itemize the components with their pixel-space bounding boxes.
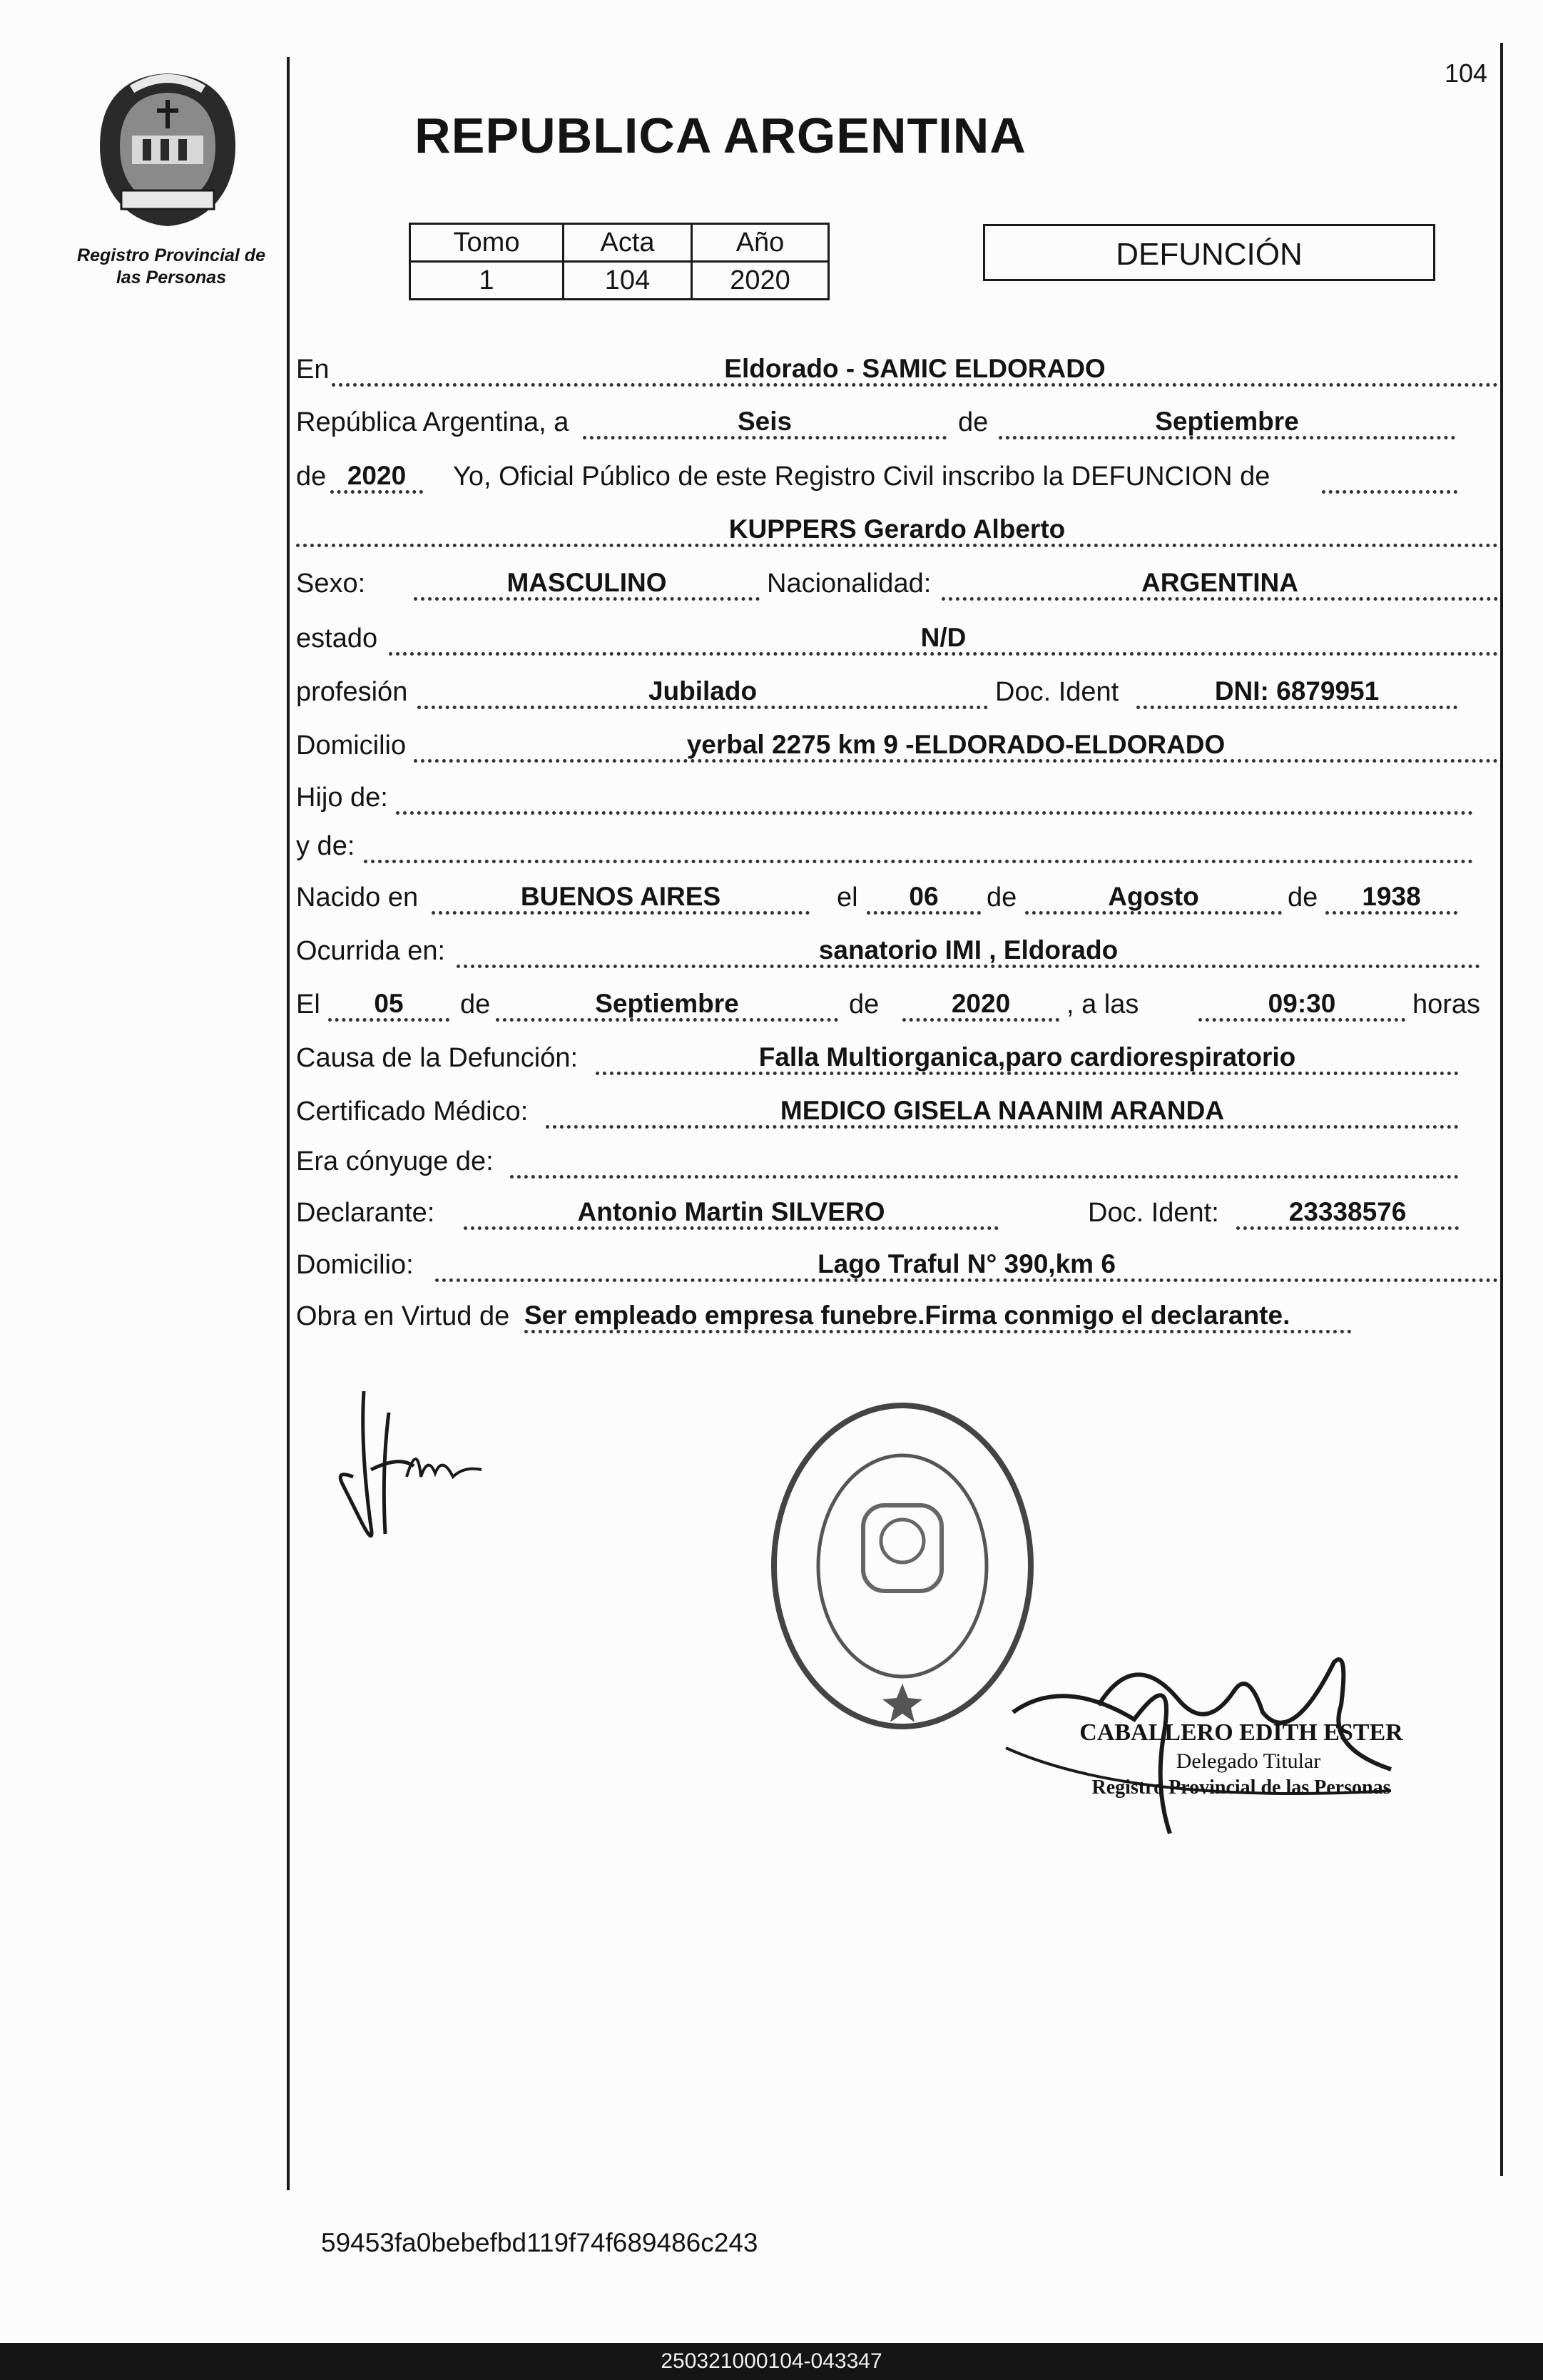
obra-field: Ser empleado empresa funebre.Firma conmigo el declarante. <box>524 1301 1352 1333</box>
doc-ident2-label: Doc. Ident: <box>1088 1198 1219 1228</box>
row-name <box>296 514 1498 553</box>
page-number: 104 <box>1445 59 1488 88</box>
nacido-field: BUENOS AIRES <box>432 883 810 915</box>
row-conyuge <box>296 1146 1498 1184</box>
hijo-field <box>396 783 1473 815</box>
year-field: 2020 <box>330 462 423 494</box>
de-label: de <box>958 407 989 437</box>
declarante-field: Antonio Martin SILVERO <box>464 1198 999 1230</box>
row-domicilio2 <box>296 1249 1498 1288</box>
obra-label: Obra en Virtud de <box>296 1301 510 1331</box>
en-label: En <box>296 355 330 385</box>
official-name: CABALLERO EDITH ESTER <box>1079 1719 1403 1746</box>
nacionalidad-field: ARGENTINA <box>942 569 1498 601</box>
row-year <box>296 461 1498 499</box>
document-type-box: DEFUNCIÓN <box>983 224 1435 281</box>
nacido-label: Nacido en <box>296 883 419 912</box>
birth-year-field: 1938 <box>1325 883 1457 915</box>
domicilio-label: Domicilio <box>296 731 407 761</box>
anio-value: 2020 <box>692 262 829 300</box>
tomo-header: Tomo <box>410 224 564 262</box>
row-obra <box>296 1303 1498 1339</box>
row-ocurrida <box>296 935 1498 974</box>
death-time-field: 09:30 <box>1198 990 1405 1022</box>
estado-field: N/D <box>389 624 1498 656</box>
yde-field <box>364 831 1473 863</box>
causa-field: Falla Multiorganica,paro cardiorespiratorio <box>596 1043 1459 1075</box>
el-label: el <box>837 883 858 912</box>
de-label-2: de <box>296 462 327 492</box>
alas-label: , a las <box>1066 990 1139 1019</box>
birth-day-field: 06 <box>867 883 981 915</box>
declarante-label: Declarante: <box>296 1198 435 1228</box>
left-margin-rule <box>287 57 290 2190</box>
ocurrida-field: sanatorio IMI , Eldorado <box>457 936 1480 968</box>
row-causa <box>296 1042 1498 1081</box>
document-hash: 59453fa0bebefbd119f74f689486c243 <box>321 2228 758 2257</box>
row-estado <box>296 623 1498 661</box>
certificado-field: MEDICO GISELA NAANIM ARANDA <box>546 1097 1459 1129</box>
row-fecha <box>296 407 1498 445</box>
profesion-field: Jubilado <box>417 677 988 709</box>
domicilio-field: yerbal 2275 km 9 -ELDORADO-ELDORADO <box>414 731 1498 763</box>
misiones-emblem <box>93 68 243 232</box>
row-domicilio <box>296 730 1498 768</box>
day-field: Seis <box>583 407 947 439</box>
birth-de-label: de <box>987 883 1017 912</box>
nacionalidad-label: Nacionalidad: <box>767 569 932 599</box>
yo-trailing-field <box>1322 462 1457 494</box>
row-profesion <box>296 676 1498 715</box>
doc-ident-label: Doc. Ident <box>995 677 1119 707</box>
birth-de-label-2: de <box>1288 883 1318 912</box>
anio-header: Año <box>692 224 829 262</box>
domicilio2-field: Lago Traful N° 390,km 6 <box>435 1250 1498 1282</box>
deceased-name-field: KUPPERS Gerardo Alberto <box>296 515 1498 547</box>
doc-ident2-field: 23338576 <box>1236 1198 1459 1230</box>
estado-label: estado <box>296 624 378 654</box>
death-de-label: de <box>460 990 491 1019</box>
ocurrida-label: Ocurrida en: <box>296 936 446 966</box>
row-declarante <box>296 1197 1498 1236</box>
death-day-field: 05 <box>328 990 449 1022</box>
acta-value: 104 <box>564 262 692 300</box>
horas-label: horas <box>1412 990 1481 1019</box>
republica-label: República Argentina, a <box>296 407 569 437</box>
issuer-caption: Registro Provincial de las Personas <box>77 245 265 288</box>
tomo-value: 1 <box>410 262 564 300</box>
profesion-label: profesión <box>296 677 408 707</box>
domicilio2-label: Domicilio: <box>296 1250 414 1280</box>
row-hijo <box>296 785 1498 820</box>
death-month-field: Septiembre <box>496 990 838 1022</box>
registry-table <box>409 223 830 300</box>
death-year-field: 2020 <box>902 990 1059 1022</box>
right-margin-rule <box>1500 43 1503 2176</box>
sexo-field: MASCULINO <box>414 569 760 601</box>
yde-label: y de: <box>296 831 355 861</box>
acta-header: Acta <box>564 224 692 262</box>
yo-text: Yo, Oficial Público de este Registro Civil inscribo la DEFUNCION de <box>453 462 1270 492</box>
month-field: Septiembre <box>999 407 1455 439</box>
row-en <box>296 354 1498 392</box>
en-field: Eldorado - SAMIC ELDORADO <box>332 355 1498 387</box>
row-sexo <box>296 568 1498 606</box>
declarant-signature <box>321 1384 506 1555</box>
row-nacido <box>296 882 1498 920</box>
page-title: REPUBLICA ARGENTINA <box>414 108 1027 163</box>
official-office: Registro Provincial de las Personas <box>1091 1776 1391 1799</box>
sexo-label: Sexo: <box>296 569 366 599</box>
death-de-label-2: de <box>849 990 880 1019</box>
row-fecha-defuncion <box>296 989 1498 1027</box>
el2-label: El <box>296 990 320 1019</box>
hijo-label: Hijo de: <box>296 783 388 813</box>
conyuge-label: Era cónyuge de: <box>296 1146 494 1176</box>
conyuge-field <box>510 1146 1459 1179</box>
official-role: Delegado Titular <box>1176 1749 1321 1773</box>
certificado-label: Certificado Médico: <box>296 1097 529 1127</box>
stamp-text-holder <box>1420 1448 1462 1491</box>
barcode-number: 250321000104-043347 <box>0 2343 1543 2380</box>
row-certificado <box>296 1096 1498 1134</box>
birth-month-field: Agosto <box>1025 883 1282 915</box>
causa-label: Causa de la Defunción: <box>296 1043 579 1073</box>
row-yde <box>296 833 1498 869</box>
doc-ident-field: DNI: 6879951 <box>1136 677 1457 709</box>
